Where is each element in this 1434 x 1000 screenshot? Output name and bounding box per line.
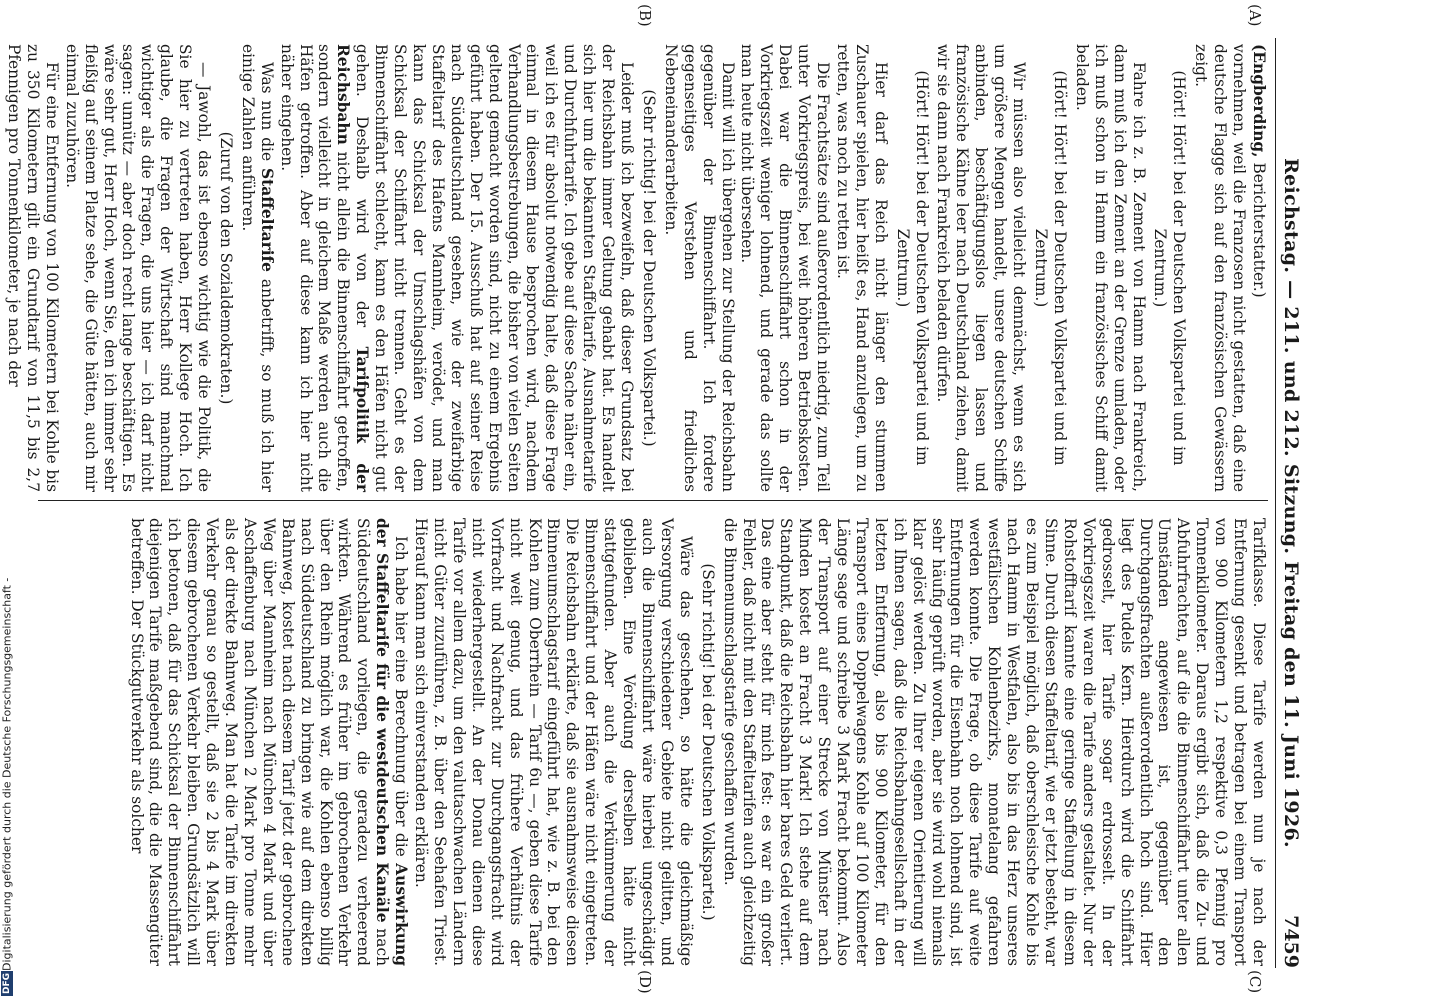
credit-text: Digitalisierung gefördert durch die Deutsche Forschungsgemeinschaft -: [0, 577, 14, 971]
page-number: 7459: [1280, 915, 1302, 968]
right_column-paragraph: (Sehr richtig! bei der Deutschen Volkspartei.): [698, 563, 717, 921]
margin-mark-d: (D): [636, 970, 654, 994]
right-column: [28, 518, 1268, 966]
left_column-paragraph: (Sehr richtig! bei der Deutschen Volkspartei.): [639, 89, 658, 447]
right_column-paragraph: Wäre das geschehen, so hätte die gleichmäßige Versorgung verschiedener Gebiete nicht gelitten, und auch die Binnenschiffahrt wäre hierbei ungeschädigt geblieben. Eine Verödung derselben hätte nicht stattgefunden. Aber auch die Verkümmerung der Binnenschiffahrt und der Häfen wäre nicht eingetreten. Die Reichsbahn erklärte, daß sie ausnahmsweise diesen Binnenumschlagstarif eingeführt hat, wie z. B. bei den Kohlen zum Oberrhein — Tarif 6u —, geben diese Tarife nicht weit genug, und das frühere Verhältnis der Vorfracht und Nachfracht zur Durchgangsfracht wird nicht wiederhergestellt. An der Donau dienen diese Tarife vor allem dazu, um den valutaschwachen Ländern nicht Güter zuzuführen, z. B. über den Seehafen Triest. Hierauf kann man sich einverstanden erklären.: [412, 518, 695, 966]
left_column-paragraph: Leider muß ich bezweifeln, daß dieser Grundsatz bei der Reichsbahn immer Geltung gehabt hat. Es handelt sich hier um die bekannten Staffeltarife, Ausnahmetarife und Durchfuhrtarife. Ich gebe auf diese Sache näher ein, weil ich es für absolut notwendig halte, daß diese Frage einmal in diesem Hause besprochen wird, nachdem Verhandlungsbestrebungen, die bisher von vielen Seiten geltend gemacht worden sind, nicht zu einem Ergebnis geführt haben. Der 15. Ausschuß hat auf seiner Reise nach Süddeutschland gesehen, wie der zweifarbige Staffeltarif des Hafens Mannheim, verödet, und man kann das Schicksal der Umschlagshäfen von dem Schicksal der Schiffahrt nicht trennen. Geht es der Binnenschiffahrt schlecht, kann es den Häfen nicht gut gehen. Deshalb wird von der Tarifpolitik der Reichsbahn nicht allein die Binnenschiffahrt getroffen, sondern vielleicht in gleichem Maße werden auch die Häfen getroffen. Aber auf diese kann ich hier nicht näher eingehen.: [277, 44, 636, 493]
left_column-paragraph: Was nun die Staffeltarife anbetrifft, so muß ich hier einige Zahlen anführen.: [238, 44, 276, 492]
left_column-paragraph: (Hört! Hört! bei der Deutschen Volkspartei und im Zentrum.): [1032, 70, 1069, 466]
margin-mark-b: (B): [636, 4, 654, 27]
right_column-paragraph: Ich habe hier eine Berechnung über die Auswirkung der Staffeltarife für die westdeutschen Kanäle nach Süddeutschland vorliegen, die geradezu verheerend wirkten. Während es früher im gebrochenen Verkehr über den Rhein möglich war, die Kohlen ebenso billig nach Süddeutschland zu bringen wie auf dem direkten Bahnweg, kostet nach diesem Tarif jetzt der gebrochene Weg über Mannheim nach München 4 Mark und über Aschaffenburg nach München 2 Mark pro Tonne mehr als der direkte Bahnweg. Man hat die Tarife im direkten Verkehr genau so gestellt, daß sie 2 bis 4 Mark über diesem gebrochenen Verkehr bleiben. Grundsätzlich will ich betonen, daß für das Schicksal der Binnenschiffahrt diejenigen Tarife maßgebend sind, die die Massengüter betreffen. Der Stückgutverkehr als solcher: [127, 518, 411, 967]
left_column-paragraph: vornehmen, weil die Franzosen nicht gestatten, daß eine deutsche Flagge sich auf den französischen Gewässern zeigt.: [1192, 44, 1249, 492]
left_column-paragraph: Damit will ich übergehen zur Stellung der Reichsbahn gegenüber der Binnenschiffahrt. Ich fordere gegenseitiges Verstehen und friedliches Nebeneinanderarbeiten.: [661, 44, 737, 492]
left_column-paragraph: (Zuruf von den Sozialdemokraten.): [216, 131, 235, 405]
left_column-paragraph: Die Frachtsätze sind außerordentlich niedrig, zum Teil unter Vorkriegspreis, bei weit höheren Betriebskosten. Dabei war die Binnenschiffahrt schon in der Vorkriegszeit weniger lohnend, und gerade das sollte man heute nicht übersehen.: [738, 44, 833, 492]
left_column-paragraph: (Hört! Hört! bei der Deutschen Volkspartei und im Zentrum.): [893, 70, 931, 466]
left_column-paragraph: Für eine Entfernung von 100 Kilometern bei Kohle bis zu 350 Kilometern gilt ein Grundtarif von 11,5 bis 2,7 Pfennigen pro Tonnenkilometer, je nach der: [5, 44, 61, 492]
margin-mark-c: (C): [1246, 970, 1264, 994]
header-title: Reichstag. — 211. und 212. Sitzung. Freitag den 11. Juni 1926.: [1280, 158, 1302, 848]
column-divider: [38, 500, 1268, 501]
left_column-paragraph: — Jawohl, das ist ebenso wichtig wie die Politik, die Sie hier zu vertreten haben, Herr Kollege Hoch. Ich glaube, die Fragen der Wirtschaft sind manchmal wichtiger als die Fragen, die uns hier — ich darf nicht sagen: unnütz — aber doch recht lange beschäftigen. Es wäre sehr gut, Herr Hoch, wenn Sie, den ich immer sehr fleißig auf seinem Platze sehe, die Güte hätten, auch mir einmal zuzuhören.: [62, 44, 214, 492]
left_column-paragraph: Wir müssen also vielleicht demnächst, wenn es sich um größere Mengen handelt, unsere deutschen Schiffe anbinden, beschäftigungslos liegen lassen und französische Kähne leer nach Deutschland ziehen, damit wir sie dann nach Frankreich beladen dürfen.: [934, 44, 1029, 492]
margin-mark-a: (A): [1246, 4, 1264, 27]
left-column: [5, 44, 1268, 493]
left_column-paragraph: (Engberding, Berichterstatter.): [1250, 44, 1268, 298]
left_column-paragraph: (Hört! Hört! bei der Deutschen Volkspartei und im Zentrum.): [1151, 70, 1189, 466]
dfg-logo: DFG: [2, 972, 12, 994]
digitization-credit: [0, 577, 14, 1000]
left_column-paragraph: Hier darf das Reich nicht länger den stummen Zuschauer spielen, hier heißt es, Hand anzulegen, um zu retten, was noch zu retten ist.: [833, 44, 890, 492]
page-header: [1275, 38, 1306, 968]
left_column-paragraph: Fahre ich z. B. Zement von Hamm nach Frankreich, dann muß ich den Zement an der Grenze umladen, oder ich muß schon in Hamm ein französisches Schiff damit beladen.: [1072, 44, 1148, 492]
right_column-paragraph: Tarifklasse. Diese Tarife werden nun je nach der Entfernung gesenkt und betragen bei einem Transport von 900 Kilometern 1,2 respektive 0,3 Pfennig pro Tonnenkilometer. Daraus ergibt sich, daß die Zu- und Abfuhrfrachten, auf die die Binnenschiffahrt unter allen Umständen angewiesen ist, gegenüber den Durchgangsfrachten außerordentlich hoch sind. Hier liegt des Pudels Kern. Hierdurch wird die Schiffahrt gedrosselt, hier Tarife sogar erdrosselt. In der Vorkriegszeit waren die Tarife anders gestaltet. Nur der Rohstofftarif kannte eine geringe Staffelung in diesem Sinne. Durch diesen Staffeltarif, wie er jetzt besteht, war es zum Beispiel möglich, daß oberschlesische Kohle bis nach Hamm in Westfalen, also bis in das Herz unseres westfälischen Kohlenbezirks, monatelang gefahren werden konnte. Die Frage, ob diese Tarife auf weite Entfernungen für die Eisenbahn noch lohnend sind, ist sehr häufig geprüft worden, aber sie wird wohl niemals klar gelöst werden. Zu Ihrer eigenen Orientierung will ich Ihnen sagen, daß die Reichsbahngesellschaft in der letzten Entfernung, also bis 900 Kilometer, für den Transport eines Doppelwagens Kohle auf 100 Kilometer Länge sage und schreibe 3 Mark Fracht bekommt. Also der Transport auf einer Strecke von Münster nach Minden kostet an Fracht 3 Mark! Ich stehe auf dem Standpunkt, daß die Reichsbahn hier bares Geld verliert. Das eine aber steht für mich fest: es war ein großer Fehler, daß nicht mit den Staffeltarifen auch gleichzeitig die Binnenumschlagstarife geschaffen wurden.: [720, 518, 1268, 966]
